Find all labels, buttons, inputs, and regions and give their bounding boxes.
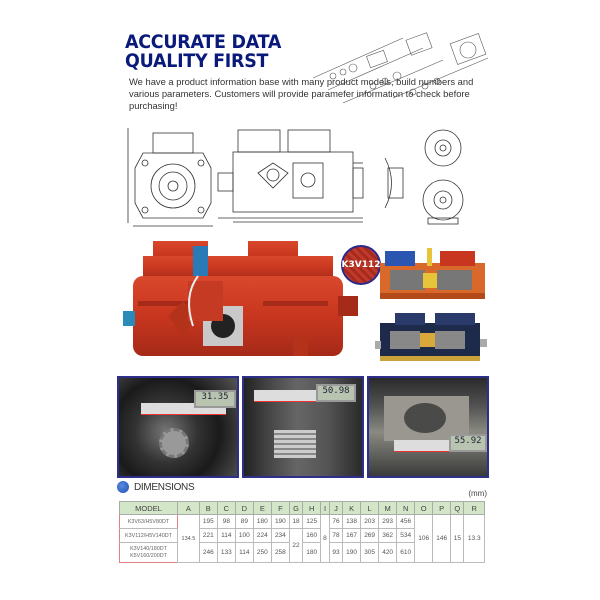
cell-k: 138 [343, 515, 361, 529]
cell-b: 195 [199, 515, 217, 529]
col-j: J [329, 502, 342, 515]
col-c: C [217, 502, 235, 515]
col-i: I [321, 502, 330, 515]
caliper-reading: 55.92 [449, 434, 487, 452]
cell-e: 250 [253, 543, 271, 563]
dimensions-header [117, 481, 194, 493]
cell-l: 305 [361, 543, 379, 563]
cell-h: 125 [303, 515, 321, 529]
model-line-1: K3V140/180DT [130, 545, 167, 552]
cell-model: K3V63/H5V80DT [120, 515, 178, 529]
gear [159, 428, 189, 458]
cell-h: 180 [303, 543, 321, 563]
cell-k: 190 [343, 543, 361, 563]
cell-d: 100 [235, 529, 253, 543]
headline [125, 33, 325, 71]
col-b: B [199, 502, 217, 515]
cell-c: 98 [217, 515, 235, 529]
cell-b: 246 [199, 543, 217, 563]
col-f: F [271, 502, 289, 515]
col-p: P [433, 502, 451, 515]
cutaway-pump-dark-image [375, 311, 487, 366]
cell-m: 293 [379, 515, 397, 529]
dimensions-title: DIMENSIONS [134, 481, 195, 493]
caliper-reading: 50.98 [316, 384, 356, 402]
cell-b: 221 [199, 529, 217, 543]
cell-d: 89 [235, 515, 253, 529]
photo-caliper-shaft [242, 376, 364, 478]
col-model: MODEL [120, 502, 178, 515]
col-d: D [235, 502, 253, 515]
col-h: H [303, 502, 321, 515]
cell-p: 146 [433, 515, 451, 563]
intro-text: We have a product information base with many product models, build numbers and various parameters. Customers will provide paramefer information to check before purchasing! [129, 76, 474, 111]
photo-caliper-gear [117, 376, 239, 478]
cell-e: 180 [253, 515, 271, 529]
cell-l: 203 [361, 515, 379, 529]
cell-q: 15 [451, 515, 464, 563]
cell-g: 22 [289, 529, 302, 563]
model-line-2: K5V160/200DT [130, 552, 167, 559]
col-l: L [361, 502, 379, 515]
headline-line-2: QUALITY FIRST [125, 50, 269, 72]
cell-c: 114 [217, 529, 235, 543]
col-r: R [464, 502, 485, 515]
col-m: M [379, 502, 397, 515]
cell-n: 534 [397, 529, 415, 543]
model-badge-label: K3V112 [341, 260, 381, 270]
spline-shaft [274, 430, 316, 458]
cell-c: 133 [217, 543, 235, 563]
cell-j: 78 [329, 529, 342, 543]
cell-o: 106 [415, 515, 433, 563]
cell-n: 610 [397, 543, 415, 563]
photo-caliper-port [367, 376, 489, 478]
red-hydraulic-pump-image [123, 236, 368, 366]
cell-i: 8 [321, 515, 330, 563]
pump-showcase [113, 228, 493, 378]
cell-e: 224 [253, 529, 271, 543]
cell-m: 420 [379, 543, 397, 563]
cell-model [120, 543, 178, 563]
unit-label: (mm) [468, 489, 487, 498]
col-n: N [397, 502, 415, 515]
dimensions-table [119, 501, 485, 563]
bullet-circle-icon [117, 481, 129, 493]
cell-j: 93 [329, 543, 342, 563]
col-g: G [289, 502, 302, 515]
cell-g: 18 [289, 515, 302, 529]
cell-d: 114 [235, 543, 253, 563]
cell-r: 13.3 [464, 515, 485, 563]
cell-l: 269 [361, 529, 379, 543]
cell-j: 76 [329, 515, 342, 529]
cell-f: 258 [271, 543, 289, 563]
cell-h: 160 [303, 529, 321, 543]
cell-m: 362 [379, 529, 397, 543]
cell-k: 167 [343, 529, 361, 543]
table-header-row [120, 502, 485, 515]
cell-f: 234 [271, 529, 289, 543]
table-row [120, 515, 485, 529]
col-o: O [415, 502, 433, 515]
col-e: E [253, 502, 271, 515]
pump-technical-drawing [123, 118, 483, 228]
caliper-reading: 31.35 [194, 390, 236, 408]
cell-n: 456 [397, 515, 415, 529]
cell-a: 134.5 [178, 515, 200, 563]
product-page [113, 28, 493, 588]
cell-f: 190 [271, 515, 289, 529]
cutaway-pump-color-image [375, 248, 487, 303]
cell-model: K3V112/H5V140DT [120, 529, 178, 543]
measurement-photos [117, 376, 489, 478]
col-k: K [343, 502, 361, 515]
col-q: Q [451, 502, 464, 515]
headline-line-1: ACCURATE DATA [125, 31, 282, 53]
col-a: A [178, 502, 200, 515]
